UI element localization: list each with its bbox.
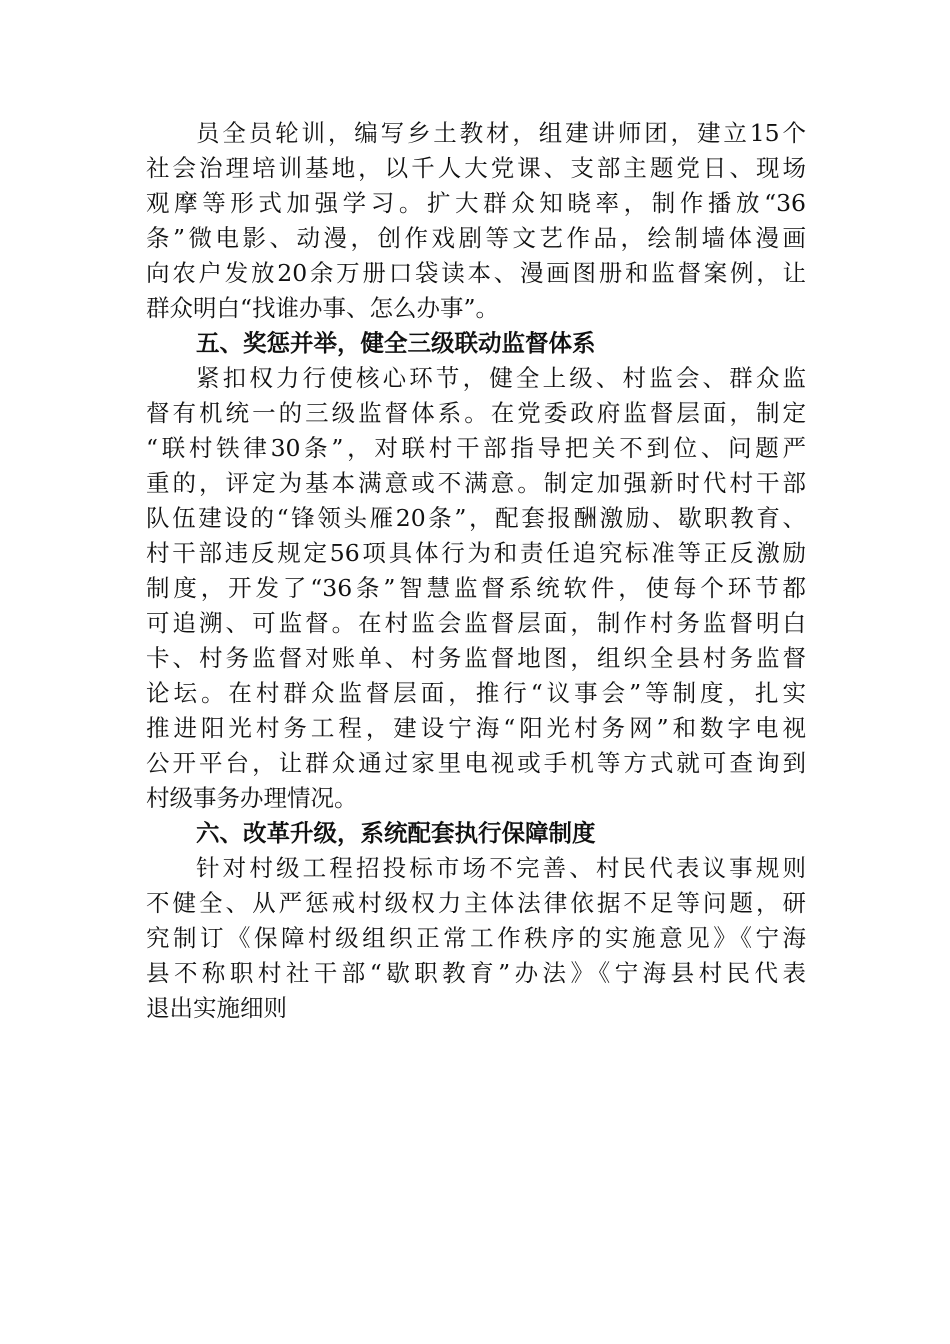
para2-line-10: 论坛。在村群众监督层面，推行“议事会”等制度，扎实 (146, 679, 806, 707)
para2-line-7: 制度，开发了“36条”智慧监督系统软件，使每个环节都 (146, 574, 806, 602)
para2-line-2: 督有机统一的三级监督体系。在党委政府监督层面，制定 (146, 399, 806, 427)
para3-line-4: 县不称职村社干部“歇职教育”办法》《宁海县村民代表 (146, 959, 806, 987)
para1-line-6: 群众明白“找谁办事、怎么办事”。 (146, 294, 500, 322)
para3-line-2: 不健全、从严惩戒村级权力主体法律依据不足等问题，研 (146, 889, 806, 917)
para2-line-13: 村级事务办理情况。 (146, 784, 358, 812)
para1-line-4: 条”微电影、动漫，创作戏剧等文艺作品，绘制墙体漫画 (146, 224, 806, 252)
para1-line-2: 社会治理培训基地，以千人大党课、支部主题党日、现场 (146, 154, 806, 182)
para2-line-12: 公开平台，让群众通过家里电视或手机等方式就可查询到 (146, 749, 806, 777)
section-heading-6: 六、改革升级，系统配套执行保障制度 (196, 819, 596, 847)
para2-line-4: 重的，评定为基本满意或不满意。制定加强新时代村干部 (146, 469, 806, 497)
para2-line-1: 紧扣权力行使核心环节，健全上级、村监会、群众监 (196, 364, 806, 392)
para1-line-5: 向农户发放20余万册口袋读本、漫画图册和监督案例，让 (146, 259, 806, 287)
para2-line-6: 村干部违反规定56项具体行为和责任追究标准等正反激励 (146, 539, 806, 567)
para2-line-11: 推进阳光村务工程，建设宁海“阳光村务网”和数字电视 (146, 714, 806, 742)
para3-line-3: 究制订《保障村级组织正常工作秩序的实施意见》《宁海 (146, 924, 806, 952)
section-heading-5: 五、奖惩并举，健全三级联动监督体系 (196, 329, 596, 357)
para1-line-1: 员全员轮训，编写乡土教材，组建讲师团，建立15个 (196, 119, 806, 147)
para2-line-9: 卡、村务监督对账单、村务监督地图，组织全县村务监督 (146, 644, 806, 672)
para3-line-1: 针对村级工程招投标市场不完善、村民代表议事规则 (196, 854, 806, 882)
para2-line-8: 可追溯、可监督。在村监会监督层面，制作村务监督明白 (146, 609, 806, 637)
para3-line-5: 退出实施细则 (146, 994, 287, 1022)
para2-line-5: 队伍建设的“锋领头雁20条”，配套报酬激励、歇职教育、 (146, 504, 806, 532)
para1-line-3: 观摩等形式加强学习。扩大群众知晓率，制作播放“36 (146, 189, 806, 217)
para2-line-3: “联村铁律30条”，对联村干部指导把关不到位、问题严 (146, 434, 806, 462)
